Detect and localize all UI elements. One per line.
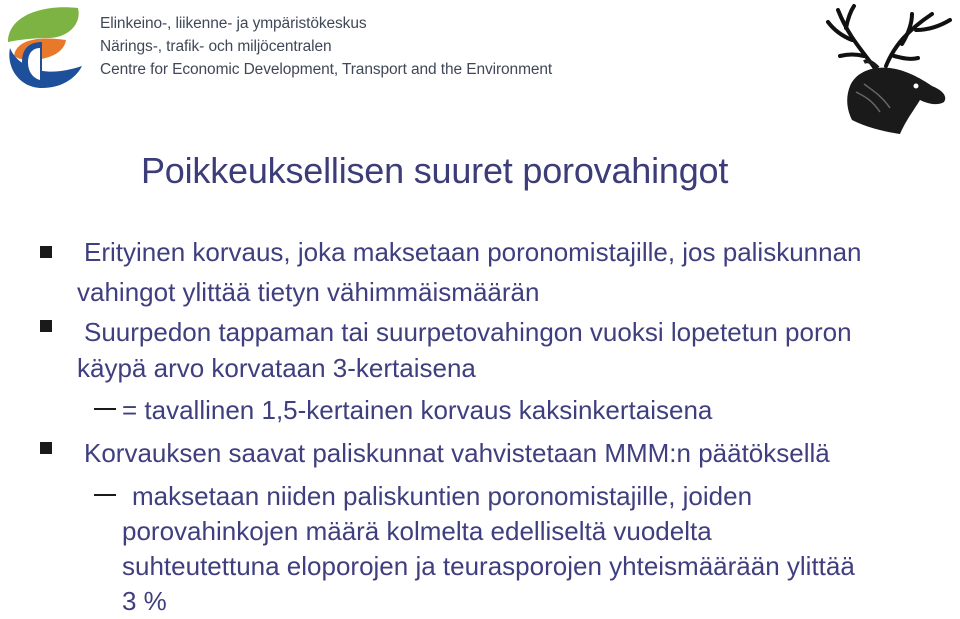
bullet-square-icon [40,442,52,454]
ely-centre-logo-icon [2,2,90,90]
slide-header [0,0,960,120]
bullet-text: Suurpedon tappaman tai suurpetovahingon vuoksi lopetetun poron [84,317,852,347]
bullet-square-icon [40,320,52,332]
slide-title: Poikkeuksellisen suuret porovahingot [141,150,729,191]
sub-bullet-text-continued: porovahinkojen määrä kolmelta edelliseltä vuodelta [122,516,712,546]
bullet-text: Korvauksen saavat paliskunnat vahvistetaan MMM:n päätöksellä [84,438,830,468]
bullet-text-continued: käypä arvo korvataan 3-kertaisena [77,353,476,383]
org-line-finnish: Elinkeino-, liikenne- ja ympäristökeskus [100,15,367,32]
sub-bullet-text-continued: 3 % [122,586,167,616]
bullet-text: Erityinen korvaus, joka maksetaan poronomistajille, jos paliskunnan [84,237,862,267]
bullet-square-icon [40,246,52,258]
reindeer-head-icon [820,0,960,140]
org-line-english: Centre for Economic Development, Transport and the Environment [100,61,553,78]
sub-bullet-dash-icon [94,494,116,496]
sub-bullet-text: = tavallinen 1,5-kertainen korvaus kaksinkertaisena [122,395,713,425]
sub-bullet-text: maksetaan niiden paliskuntien poronomistajille, joiden [132,481,753,511]
organization-name [100,12,552,81]
sub-bullet-text-continued: suhteutettuna eloporojen ja teurasporojen yhteismäärään ylittää [122,551,855,581]
org-line-swedish: Närings-, trafik- och miljöcentralen [100,38,332,55]
sub-bullet-dash-icon [94,408,116,410]
bullet-text-continued: vahingot ylittää tietyn vähimmäismäärän [77,277,540,307]
